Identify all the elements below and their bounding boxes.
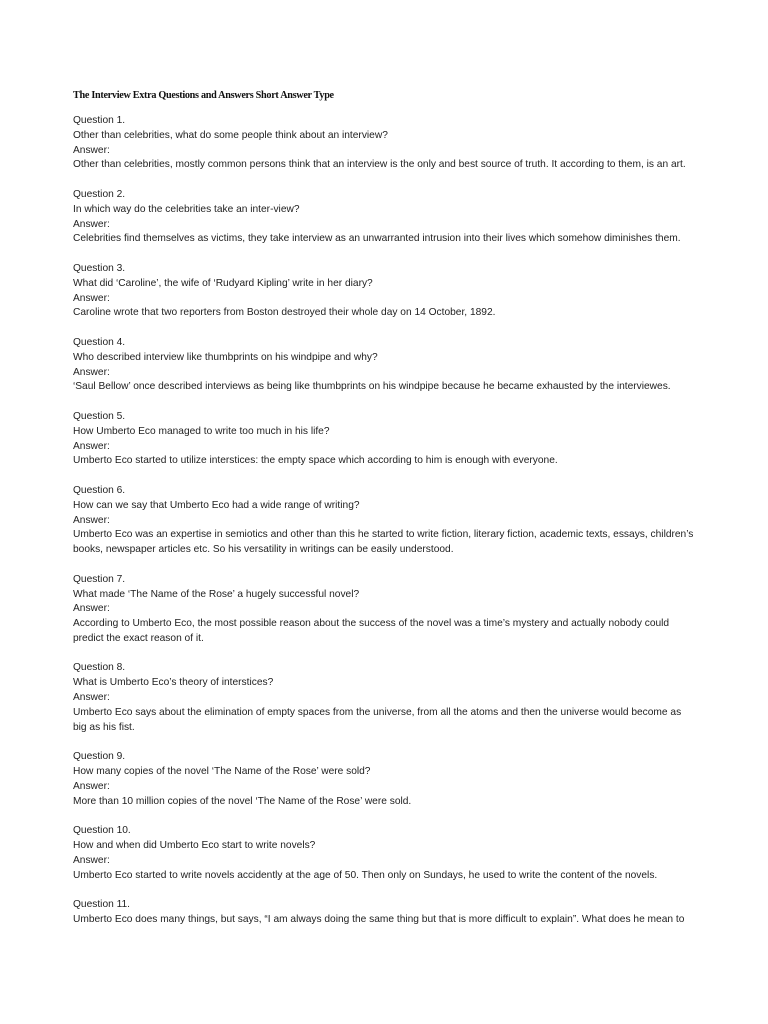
question-number: Question 9. — [73, 751, 126, 763]
question-text: Other than celebrities, what do some people think about an interview? — [73, 129, 388, 141]
qa-block — [73, 573, 695, 647]
answer-label: Answer: — [73, 780, 110, 792]
answer-text: Umberto Eco started to write novels accidently at the age of 50. Then only on Sundays, he used to write the content of the novels. — [73, 869, 658, 881]
question-text: Umberto Eco does many things, but says, “I am always doing the same thing but that is more difficult to explain”. What does he mean to — [73, 914, 685, 926]
answer-text: Umberto Eco says about the elimination of empty spaces from the universe, from all the atoms and then the universe would become as big as his fist. — [73, 706, 682, 733]
question-number: Question 8. — [73, 662, 126, 674]
question-text: What did ‘Caroline’, the wife of ‘Rudyard Kipling’ write in her diary? — [73, 277, 373, 289]
qa-block — [73, 262, 695, 321]
answer-text: According to Umberto Eco, the most possible reason about the success of the novel was a time’s mystery and actually nobody could predict the exact reason of it. — [73, 618, 670, 644]
answer-text: ‘Saul Bellow’ once described interviews as being like thumbprints on his windpipe because he became exhausted by the interviewes. — [73, 381, 671, 393]
qa-block — [73, 661, 695, 735]
question-text: What made ‘The Name of the Rose’ a hugely successful novel? — [73, 588, 360, 600]
question-number: Question 11. — [73, 899, 131, 911]
qa-block — [73, 750, 695, 809]
question-number: Question 10. — [73, 825, 131, 837]
answer-label: Answer: — [73, 366, 110, 378]
answer-label: Answer: — [73, 144, 110, 156]
answer-text: Umberto Eco started to utilize interstices: the empty space which according to him is enough with everyone. — [73, 455, 558, 467]
question-text: Who described interview like thumbprints on his windpipe and why? — [73, 351, 378, 363]
qa-list — [73, 114, 695, 928]
qa-block — [73, 898, 695, 928]
document-page — [73, 89, 695, 943]
answer-text: Umberto Eco was an expertise in semiotics and other than this he started to write fiction, literary fiction, academic texts, essays, children’s books, newspaper articles etc. So his versatility in writings can be easily understood. — [73, 529, 694, 556]
answer-label: Answer: — [73, 603, 110, 615]
question-text: How Umberto Eco managed to write too much in his life? — [73, 425, 330, 437]
answer-text: Caroline wrote that two reporters from Boston destroyed their whole day on 14 October, 1892. — [73, 307, 496, 319]
answer-label: Answer: — [73, 218, 110, 230]
question-text: How can we say that Umberto Eco had a wide range of writing? — [73, 499, 360, 511]
answer-text: Other than celebrities, mostly common persons think that an interview is the only and best source of truth. It according to them, is an art. — [73, 159, 686, 171]
question-text: In which way do the celebrities take an inter-view? — [73, 203, 300, 215]
qa-block — [73, 410, 695, 469]
question-number: Question 4. — [73, 336, 126, 348]
question-number: Question 1. — [73, 115, 126, 126]
qa-block — [73, 824, 695, 883]
question-number: Question 6. — [73, 484, 126, 496]
answer-label: Answer: — [73, 514, 110, 526]
qa-block — [73, 336, 695, 395]
document-title: The Interview Extra Questions and Answers Short Answer Type — [73, 90, 334, 101]
question-number: Question 3. — [73, 262, 126, 274]
question-number: Question 7. — [73, 573, 126, 585]
question-number: Question 2. — [73, 188, 126, 200]
answer-text: Celebrities find themselves as victims, they take interview as an unwarranted intrusion into their lives which somehow diminishes them. — [73, 233, 681, 245]
qa-block — [73, 114, 695, 173]
answer-label: Answer: — [73, 854, 110, 866]
question-number: Question 5. — [73, 410, 126, 422]
answer-label: Answer: — [73, 692, 110, 704]
qa-block — [73, 188, 695, 247]
question-text: What is Umberto Eco’s theory of interstices? — [73, 677, 274, 689]
question-text: How many copies of the novel ‘The Name of the Rose’ were sold? — [73, 766, 371, 778]
answer-text: More than 10 million copies of the novel ‘The Name of the Rose’ were sold. — [73, 795, 412, 807]
answer-label: Answer: — [73, 440, 110, 452]
question-text: How and when did Umberto Eco start to write novels? — [73, 840, 316, 852]
qa-block — [73, 484, 695, 558]
answer-label: Answer: — [73, 292, 110, 304]
